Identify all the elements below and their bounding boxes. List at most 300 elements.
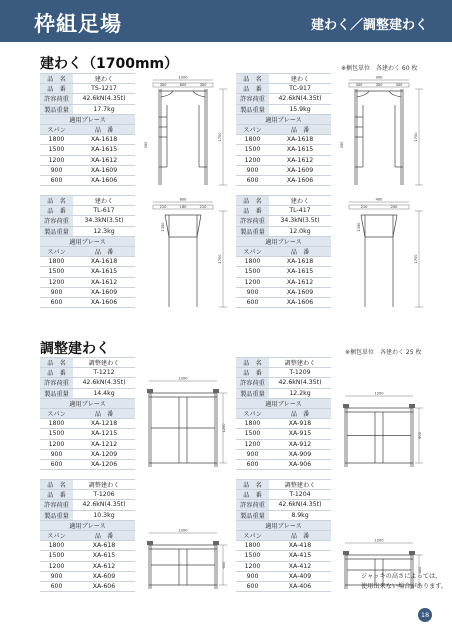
spec-row [236,196,331,206]
spec-row [40,267,135,277]
spec-row [40,297,135,307]
dimension-label: 1200 [374,391,384,396]
spec-row [40,541,135,551]
spec-cell: スパン [236,124,269,134]
spec-cell: 900 [40,165,73,175]
spec-row [40,277,135,287]
spec-cell: 製品重量 [40,388,73,398]
spec-cell: 1200 [40,439,73,449]
spec-cell: 品 番 [73,530,135,540]
spec-row [40,530,135,540]
spec-cell: 品 名 [236,74,269,84]
jack-note-line: ジャッキの高さによっては、 [361,573,442,580]
spec-row [236,165,331,175]
adjust-frame-diagram [335,359,425,473]
spec-row [236,368,331,378]
spec-cell: 34.3kN(3.5t) [269,216,331,226]
spec-row [236,388,331,398]
dimension-label: 900 [375,75,383,80]
spec-row [40,439,135,449]
spec-table [236,73,331,186]
spec-row [236,490,331,500]
dimension-label: 350 [144,141,148,149]
spec-cell: T-1204 [269,490,331,500]
spec-cell: XA-412 [269,561,331,571]
spec-row [236,226,331,236]
spec-row [236,449,331,459]
spec-row [236,408,331,418]
spec-row [40,571,135,581]
spec-cell: XA-1609 [73,165,135,175]
spec-cell: XA-1212 [73,439,135,449]
adjust-frame-card [40,479,226,597]
spec-row [236,378,331,388]
dimension-label: 300 [375,83,383,88]
spec-row [236,175,331,185]
spec-cell: XA-418 [269,541,331,551]
dimension-label: 1700 [218,254,222,264]
spec-cell: 900 [236,287,269,297]
spec-cell: 建わく [73,74,135,84]
section-title-adjust: 調整建わく [40,341,110,357]
spec-cell: 600 [236,297,269,307]
spec-cell: 42.6kN(4.35t) [269,94,331,104]
spec-cell: 製品重量 [40,510,73,520]
spec-row [236,84,331,94]
spec-row [40,551,135,561]
spec-cell: 1800 [40,419,73,429]
dimension-label: 210 [159,205,167,210]
spec-cell: T-1209 [269,368,331,378]
spec-cell: 600 [236,581,269,591]
spec-row [236,297,331,307]
spec-row [236,561,331,571]
spec-row [236,419,331,429]
adjust-frame-card [236,357,422,475]
spec-cell: XA-1606 [73,175,135,185]
spec-row [40,368,135,378]
spec-row [40,358,135,368]
spec-cell: 1200 [236,561,269,571]
spec-cell: TC-917 [269,84,331,94]
spec-row [40,581,135,591]
spec-cell: 1200 [236,155,269,165]
spec-cell: 1500 [40,145,73,155]
spec-row [40,398,135,408]
spec-cell: 1800 [236,541,269,551]
spec-cell: XA-618 [73,541,135,551]
spec-cell: XA-1609 [269,165,331,175]
dimension-label: 300 [355,83,363,88]
dimension-label: 300 [395,83,403,88]
spec-cell: 品 名 [236,196,269,206]
spec-cell: 1200 [236,439,269,449]
spec-cell: 品 番 [236,84,269,94]
spec-cell: XA-1215 [73,429,135,439]
spec-row [236,257,331,267]
dimension-label: 1700 [414,254,418,264]
spec-cell: 品 番 [269,124,331,134]
spec-cell: XA-1612 [73,155,135,165]
section-note-adjust: ※梱包単位 各建わく 25 枚 [345,349,422,356]
spec-cell: 品 番 [236,490,269,500]
spec-row [236,510,331,520]
spec-row [236,246,331,256]
spec-cell: 適用ブレース [236,236,331,246]
spec-cell: XA-606 [73,581,135,591]
spec-cell: XA-409 [269,571,331,581]
spec-cell: 12.0kg [269,226,331,236]
spec-cell: 品 番 [269,530,331,540]
spec-cell: スパン [40,408,73,418]
spec-cell: XA-1615 [269,267,331,277]
spec-row [40,236,135,246]
spec-row [40,104,135,114]
spec-cell: スパン [40,530,73,540]
spec-row [40,429,135,439]
spec-cell: 900 [40,449,73,459]
spec-cell: 1500 [40,267,73,277]
spec-row [40,175,135,185]
frame-diagram [139,75,229,189]
spec-row [40,449,135,459]
spec-cell: 適用ブレース [40,114,135,124]
page-title: 枠組足場 [34,12,122,36]
spec-cell: 品 番 [73,246,135,256]
spec-cell: 建わく [269,196,331,206]
dimension-label: 1350 [161,222,165,232]
spec-cell: 品 名 [40,358,73,368]
spec-cell: 1500 [40,429,73,439]
spec-cell: XA-906 [269,459,331,469]
spec-row [40,378,135,388]
spec-cell: 調整建わく [73,480,135,490]
spec-row [236,94,331,104]
spec-cell: 適用ブレース [40,236,135,246]
spec-row [236,500,331,510]
frame-card [236,195,422,313]
spec-cell: XA-406 [269,581,331,591]
spec-cell: 許容荷重 [236,94,269,104]
spec-row [40,490,135,500]
dimension-label: 1200 [178,528,188,533]
spec-cell: 600 [40,175,73,185]
spec-row [236,551,331,561]
spec-row [236,155,331,165]
spec-row [40,114,135,124]
spec-cell: 17.7kg [73,104,135,114]
spec-row [40,226,135,236]
dimension-label: 1200 [178,75,188,80]
spec-cell: XA-1618 [269,135,331,145]
spec-cell: 適用ブレース [40,520,135,530]
spec-cell: 品 番 [73,124,135,134]
spec-row [236,104,331,114]
spec-cell: XA-1615 [73,267,135,277]
adjust-frame-diagram [139,481,229,595]
spec-cell: 15.9kg [269,104,331,114]
spec-cell: XA-1612 [73,277,135,287]
spec-cell: XA-1606 [73,297,135,307]
dimension-label: 900 [418,432,422,439]
spec-cell: XA-1618 [269,257,331,267]
spec-cell: 1500 [40,551,73,561]
spec-cell: 適用ブレース [236,398,331,408]
frame-diagram [335,75,425,189]
spec-cell: 品 名 [40,196,73,206]
spec-row [236,287,331,297]
jack-note-line: 使用出来ない場合があります。 [361,583,448,590]
spec-cell: 品 名 [236,358,269,368]
spec-row [236,429,331,439]
spec-cell: 12.3kg [73,226,135,236]
spec-cell: XA-1618 [73,257,135,267]
dimension-label: 1200 [222,423,226,433]
spec-cell: T-1206 [73,490,135,500]
spec-cell: 10.3kg [73,510,135,520]
spec-cell: XA-1615 [269,145,331,155]
spec-cell: 1800 [236,257,269,267]
spec-cell: XA-415 [269,551,331,561]
spec-row [40,216,135,226]
spec-cell: スパン [236,530,269,540]
dimension-label: 1350 [357,222,361,232]
spec-cell: 12.2kg [269,388,331,398]
spec-row [40,165,135,175]
spec-cell: 1800 [40,541,73,551]
spec-cell: 8.9kg [269,510,331,520]
spec-row [40,388,135,398]
spec-row [236,358,331,368]
spec-cell: 適用ブレース [236,520,331,530]
spec-cell: XA-615 [73,551,135,561]
spec-cell: 品 名 [40,480,73,490]
spec-table [236,357,331,470]
spec-row [40,196,135,206]
spec-cell: 1800 [236,419,269,429]
section-note-frames: ※梱包単位 各建わく 60 枚 [341,65,418,72]
spec-cell: 製品重量 [236,388,269,398]
spec-cell: 1200 [40,155,73,165]
spec-cell: XA-918 [269,419,331,429]
spec-cell: XA-1606 [269,297,331,307]
spec-row [236,459,331,469]
spec-row [40,287,135,297]
spec-cell: 600 [40,297,73,307]
spec-cell: 許容荷重 [236,216,269,226]
spec-cell: 1200 [40,277,73,287]
spec-cell: 品 番 [73,408,135,418]
spec-cell: XA-1609 [73,287,135,297]
spec-row [236,520,331,530]
spec-cell: 調整建わく [269,480,331,490]
spec-cell: 品 名 [236,480,269,490]
spec-cell: 品 番 [40,368,73,378]
dimension-label: 200 [390,205,398,210]
spec-cell: 14.4kg [73,388,135,398]
spec-cell: TL-617 [73,206,135,216]
spec-table [40,479,135,592]
spec-row [40,74,135,84]
spec-cell: 製品重量 [236,104,269,114]
spec-cell: 品 番 [236,368,269,378]
spec-cell: 42.6kN(4.35t) [269,378,331,388]
spec-cell: 製品重量 [40,104,73,114]
spec-cell: XA-612 [73,561,135,571]
spec-cell: 製品重量 [40,226,73,236]
spec-row [236,530,331,540]
spec-row [236,236,331,246]
spec-row [236,439,331,449]
dimension-label: 300 [159,83,167,88]
spec-row [40,135,135,145]
spec-cell: 1500 [236,145,269,155]
spec-table [236,479,331,592]
spec-cell: 品 番 [40,84,73,94]
frame-diagram [139,197,229,311]
spec-cell: 許容荷重 [236,378,269,388]
spec-cell: スパン [236,408,269,418]
spec-cell: 42.6kN(4.35t) [269,500,331,510]
spec-table [40,195,135,308]
section-title-frames: 建わく（1700mm） [40,56,179,72]
dimension-label: 210 [360,205,368,210]
spec-cell: 34.3kN(3.5t) [73,216,135,226]
frame-diagram [335,197,425,311]
spec-cell: 1500 [236,429,269,439]
adjust-frame-card [40,357,226,475]
spec-cell: 許容荷重 [40,378,73,388]
spec-row [40,520,135,530]
frame-card [40,73,226,191]
spec-cell: XA-1218 [73,419,135,429]
spec-cell: 600 [40,581,73,591]
spec-cell: XA-609 [73,571,135,581]
spec-cell: 900 [236,571,269,581]
spec-cell: XA-1606 [269,175,331,185]
dimension-label: 1700 [218,132,222,142]
spec-cell: XA-1612 [269,155,331,165]
dimension-label: 400 [418,566,422,574]
spec-row [236,267,331,277]
spec-row [236,124,331,134]
spec-cell: 品 番 [236,206,269,216]
page-subtitle: 建わく／調整建わく [310,18,428,33]
dimension-label: 600 [179,83,187,88]
spec-cell: 品 番 [269,408,331,418]
spec-cell: XA-915 [269,429,331,439]
spec-cell: 1200 [236,277,269,287]
spec-cell: 調整建わく [269,358,331,368]
spec-cell: 900 [236,165,269,175]
spec-cell: 適用ブレース [236,114,331,124]
dimension-label: 1200 [178,376,188,381]
frame-card [40,195,226,313]
spec-table [40,357,135,470]
frame-card [236,73,422,191]
spec-cell: 900 [236,449,269,459]
spec-cell: 900 [40,571,73,581]
spec-row [40,408,135,418]
spec-cell: 品 番 [40,206,73,216]
spec-row [40,500,135,510]
spec-table [40,73,135,186]
spec-row [40,459,135,469]
spec-cell: XA-1615 [73,145,135,155]
spec-row [236,114,331,124]
spec-cell: XA-1209 [73,449,135,459]
spec-cell: 調整建わく [73,358,135,368]
spec-row [40,480,135,490]
spec-cell: 1800 [40,257,73,267]
spec-cell: 品 番 [269,246,331,256]
spec-cell: 42.6kN(4.35t) [73,94,135,104]
spec-row [40,257,135,267]
page-header [0,0,452,42]
spec-cell: 900 [40,287,73,297]
spec-cell: 許容荷重 [40,500,73,510]
dimension-label: 600 [179,197,187,202]
spec-cell: 適用ブレース [40,398,135,408]
spec-row [236,581,331,591]
spec-cell: XA-1206 [73,459,135,469]
spec-row [236,571,331,581]
spec-row [40,84,135,94]
spec-cell: 600 [236,459,269,469]
spec-row [236,541,331,551]
spec-cell: スパン [236,246,269,256]
spec-cell: 1800 [236,135,269,145]
spec-row [40,124,135,134]
spec-cell: 1500 [236,267,269,277]
spec-table [236,195,331,308]
spec-row [40,246,135,256]
spec-row [40,206,135,216]
spec-cell: XA-1612 [269,277,331,287]
spec-cell: XA-912 [269,439,331,449]
spec-cell: XA-909 [269,449,331,459]
spec-row [236,480,331,490]
spec-row [236,398,331,408]
spec-cell: TS-1217 [73,84,135,94]
adjust-frame-diagram [139,359,229,473]
spec-cell: 品 番 [40,490,73,500]
jack-note [361,572,447,592]
dimension-label: 210 [199,205,207,210]
spec-cell: 許容荷重 [236,500,269,510]
spec-row [236,145,331,155]
spec-cell: 許容荷重 [40,94,73,104]
spec-cell: スパン [40,246,73,256]
spec-cell: 建わく [73,196,135,206]
dimension-label: 600 [222,561,226,569]
spec-row [40,155,135,165]
spec-row [40,145,135,155]
spec-cell: XA-1609 [269,287,331,297]
dimension-label: 180 [179,205,187,210]
dimension-label: 300 [199,83,207,88]
spec-cell: 品 名 [40,74,73,84]
spec-cell: 42.6kN(4.35t) [73,500,135,510]
spec-cell: 1200 [40,561,73,571]
spec-cell: 許容荷重 [40,216,73,226]
spec-cell: T-1212 [73,368,135,378]
spec-row [40,419,135,429]
spec-cell: 42.6kN(4.35t) [73,378,135,388]
spec-row [236,135,331,145]
dimension-label: 350 [340,141,344,149]
spec-cell: 建わく [269,74,331,84]
